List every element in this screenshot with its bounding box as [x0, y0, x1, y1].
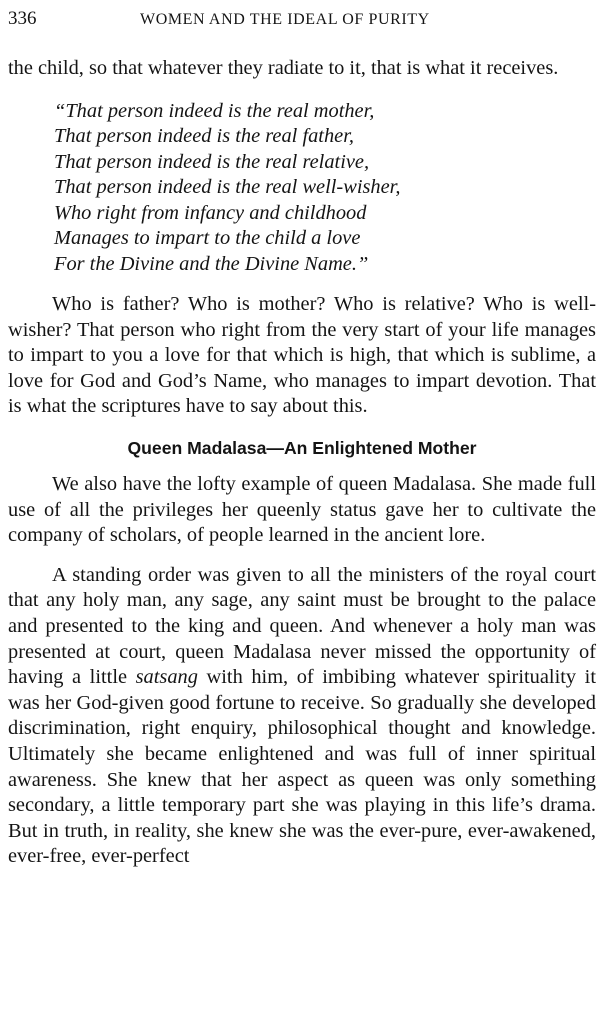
verse-line: That person indeed is the real well-wisher,	[54, 176, 401, 199]
verse-line: Manages to impart to the child a love	[54, 227, 361, 250]
verse-line: For the Divine and the Divine Name.”	[54, 252, 369, 275]
paragraph-who-is-father: Who is father? Who is mother? Who is relative? Who is well-wisher? That person who right from the very start of your life manages to impart to you a love for that which is high, that which is sublime, a love for God and God’s Name, who manages to impart devotion. That is what the scriptures have to say about this.	[8, 293, 596, 418]
paragraph-text: with him, of imbibing whatever spirituality it was her God-given good fortune to receive. So gradually she developed discrimination, right enquiry, philosophical thought and knowledge. Ultimately she became enlightened and was full of inner spiritual awareness. She knew that her aspect as queen was only something secondary, a little temporary part she was playing in this life’s drama. But in truth, in reality, she knew she was the ever-pure, ever-awakened, ever-free, ever-perfect	[8, 666, 596, 868]
body-text	[8, 56, 596, 870]
paragraph-text: A standing order was given to all the ministers of the royal court that any holy man, any sage, any saint must be brought to the palace and presented to the king and queen. And whenever a holy man was presented at court, queen Madalasa never missed the opportunity of having a little	[8, 563, 596, 689]
running-title: WOMEN AND THE IDEAL OF PURITY	[140, 11, 430, 28]
paragraph-continuation: the child, so that whatever they radiate to it, that is what it receives.	[8, 57, 559, 79]
paragraph-gap	[8, 549, 596, 563]
page-number: 336	[8, 8, 37, 29]
paragraph-queen-madalasa: We also have the lofty example of queen Madalasa. She made full use of all the privileges her queenly status gave her to cultivate the company of scholars, of people learned in the ancient lore.	[8, 473, 596, 547]
paragraph-standing-order	[8, 563, 596, 870]
verse-line: That person indeed is the real father,	[54, 125, 354, 148]
verse-line: Who right from infancy and childhood	[54, 201, 367, 224]
satsang-term: satsang	[135, 666, 198, 689]
verse-quote	[54, 99, 596, 278]
running-head	[8, 6, 593, 32]
section-heading: Queen Madalasa—An Enlightened Mother	[127, 438, 477, 459]
verse-line: That person indeed is the real relative,	[54, 150, 370, 173]
verse-line: “That person indeed is the real mother,	[54, 99, 375, 122]
